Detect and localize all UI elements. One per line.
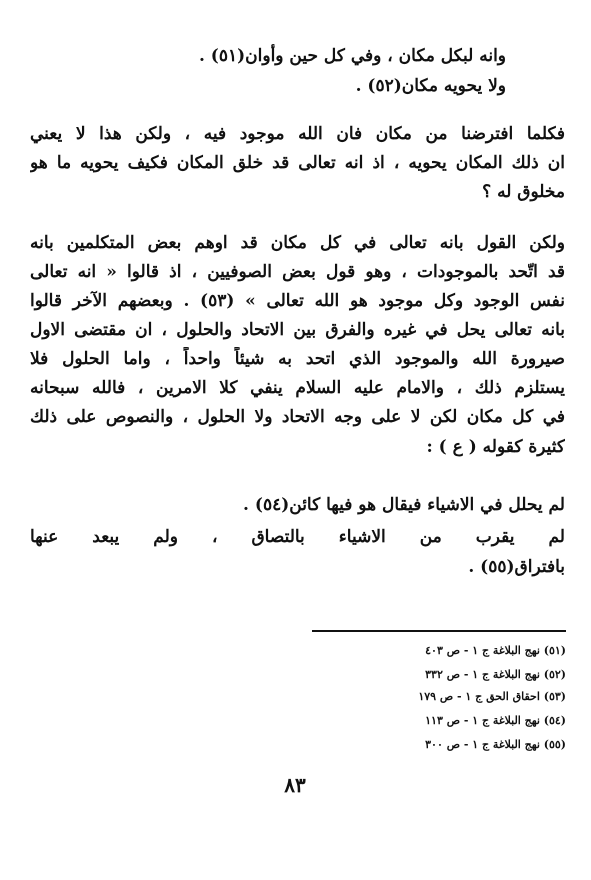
paragraph-line: يستلزم ذلك ، والامام عليه السلام ينفي كلا الامرين ، فالله سبحانه [30, 378, 565, 398]
footnote-item: (٥١) نهج البلاغة ج ١ - ص ٤٠٣ [425, 644, 566, 657]
paragraph-line: صيرورة الله والموجود الذي اتحد به شيئاً واحداً ، واما الحلول فلا [30, 349, 565, 369]
paragraph-line: كثيرة كقوله ( ع ) : [426, 437, 565, 457]
footnote-item: (٥٤) نهج البلاغة ج ١ - ص ١١٣ [425, 714, 566, 727]
paragraph-line: بانه تعالى يحل في غيره والفرق بين الاتحاد والحلول ، ان مقتضى الاول [30, 320, 565, 340]
footnote-item: (٥٢) نهج البلاغة ج ١ - ص ٣٣٢ [425, 668, 566, 681]
paragraph-line: ولكن القول بانه تعالى في كل مكان قد اوهم بعض المتكلمين بانه [30, 233, 565, 253]
footnote-divider [312, 630, 566, 632]
paragraph-line: مخلوق له ؟ [482, 182, 565, 202]
poem-line: ولا يحويه مكان(٥٢) . [355, 76, 506, 96]
poem-line: لم يقرب من الاشياء بالتصاق ، ولم يبعد عنها [30, 527, 565, 547]
page-number: ٨٣ [284, 773, 306, 797]
poem-line: وانه لبكل مكان ، وفي كل حين وأوان(٥١) . [198, 46, 506, 66]
paragraph-line: في كل مكان لكن لا على وجه الاتحاد ولا الحلول ، والنصوص على ذلك [30, 407, 565, 427]
footnote-item: (٥٣) احقاق الحق ج ١ - ص ١٧٩ [418, 690, 566, 703]
paragraph-line: فكلما افترضنا من مكان فان الله موجود فيه ، ولكن هذا لا يعني [30, 124, 565, 144]
footnote-item: (٥٥) نهج البلاغة ج ١ - ص ٣٠٠ [425, 738, 566, 751]
paragraph-line: ان ذلك المكان يحويه ، اذ انه تعالى قد خلق المكان فكيف يحويه ما هو [30, 153, 565, 173]
paragraph-line: نفس الوجود وكل موجود هو الله تعالى » (٥٣) . وبعضهم الآخر قالوا [30, 291, 565, 311]
poem-line: لم يحلل في الاشياء فيقال هو فيها كائن(٥٤) . [243, 495, 565, 515]
paragraph-line: قد اتّحد بالموجودات ، وهو قول بعض الصوفيين ، اذ قالوا « انه تعالى [30, 262, 565, 282]
poem-line: بافتراق(٥٥) . [468, 557, 565, 577]
